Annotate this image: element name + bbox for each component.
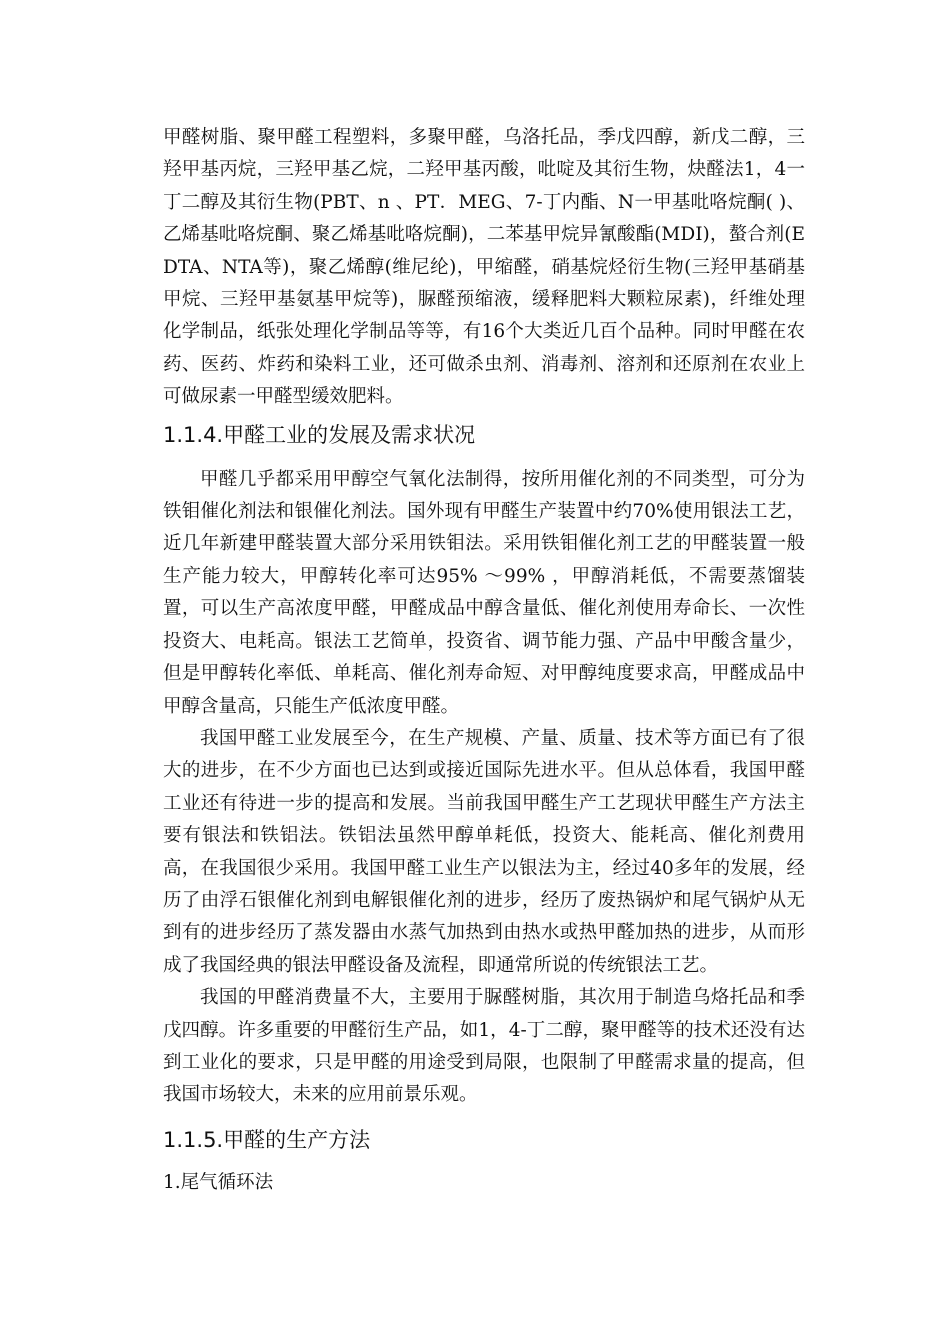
- paragraph-methods: 甲醛几乎都采用甲醇空气氧化法制得，按所用催化剂的不同类型，可分为铁钼催化剂法和银催化剂法。国外现有甲醛生产装置中约70%使用银法工艺，近几年新建甲醛装置大部分采用铁钼法。采用铁钼催化剂工艺的甲醛装置一般生产能力较大，甲醇转化率可达95% ～99% ，甲醇消耗低，不需要蒸馏装置，可以生产高浓度甲醛，甲醛成品中醇含量低、催化剂使用寿命长、一次性投资大、电耗高。银法工艺简单，投资省、调节能力强、产品中甲酸含量少，但是甲醇转化率低、单耗高、催化剂寿命短、对甲醇纯度要求高，甲醛成品中甲醇含量高，只能生产低浓度甲醛。: [163, 468, 805, 717]
- document-body: [163, 122, 805, 1199]
- section-heading-1-1-5: 1.1.5.甲醛的生产方法: [163, 1127, 371, 1152]
- section-heading-1-1-4: 1.1.4.甲醛工业的发展及需求状况: [163, 422, 476, 447]
- paragraph-consumption: 我国的甲醛消费量不大，主要用于脲醛树脂，其次用于制造乌烙托品和季戊四醇。许多重要的甲醛衍生产品，如1，4-丁二醇，聚甲醛等的技术还没有达到工业化的要求，只是甲醛的用途受到局限，也限制了甲醛需求量的提高，但我国市场较大，未来的应用前景乐观。: [163, 987, 805, 1106]
- list-item: 1.尾气循环法: [163, 1171, 274, 1193]
- paragraph-domestic-development: 我国甲醛工业发展至今，在生产规模、产量、质量、技术等方面已有了很大的进步，在不少方面也已达到或接近国际先进水平。但从总体看，我国甲醛工业还有待进一步的提高和发展。当前我国甲醛生产工艺现状甲醛生产方法主要有银法和铁铝法。铁铝法虽然甲醇单耗低，投资大、能耗高、催化剂费用高，在我国很少采用。我国甲醛工业生产以银法为主，经过40多年的发展，经历了由浮石银催化剂到电解银催化剂的进步，经历了废热锅炉和尾气锅炉从无到有的进步经历了蒸发器由水蒸气加热到由热水或热甲醛加热的进步，从而形成了我国经典的银法甲醛设备及流程，即通常所说的传统银法工艺。: [163, 727, 805, 976]
- intro-paragraph: 甲醛树脂、聚甲醛工程塑料，多聚甲醛，乌洛托品，季戊四醇，新戊二醇，三羟甲基丙烷，三羟甲基乙烷，二羟甲基丙酸，吡啶及其衍生物，炔醛法1，4一丁二醇及其衍生物(PBT、n 、PT．MEG、7-丁内酯、N一甲基吡咯烷酮( )、乙烯基吡咯烷酮、聚乙烯基吡咯烷酮)，二苯基甲烷异氰酸酯(MDI)，螯合剂(EDTA、NTA等)，聚乙烯醇(维尼纶)，甲缩醛，硝基烷烃衍生物(三羟甲基硝基甲烷、三羟甲基氨基甲烷等)，脲醛预缩液，缓释肥料大颗粒尿素)，纤维处理化学制品，纸张处理化学制品等等，有16个大类近几百个品种。同时甲醛在农药、医药、炸药和染料工业，还可做杀虫剂、消毒剂、溶剂和还原剂在农业上可做尿素一甲醛型缓效肥料。: [163, 127, 805, 408]
